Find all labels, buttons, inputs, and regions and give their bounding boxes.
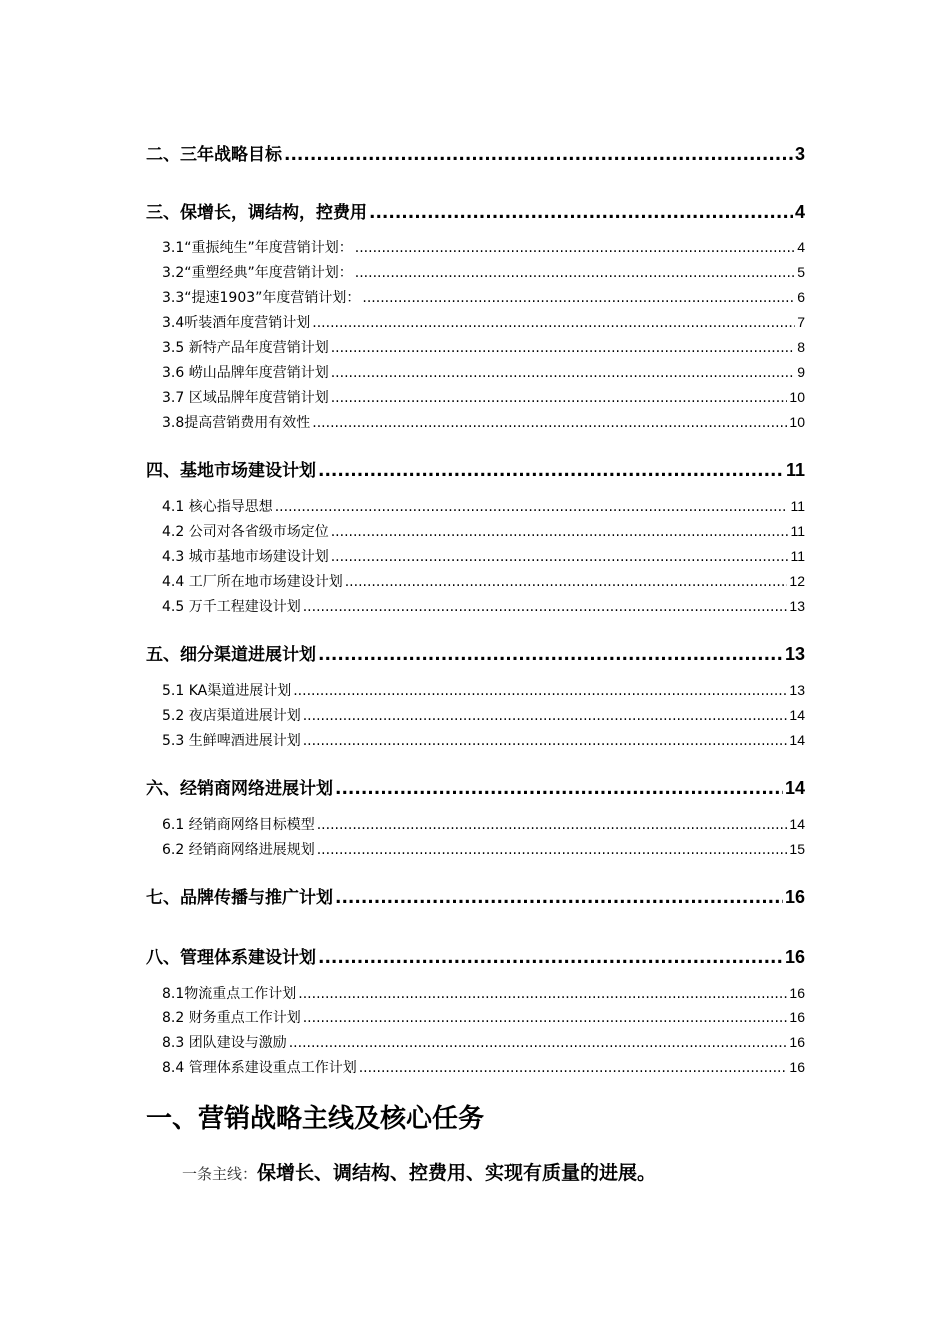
toc-entry-title: 3.1“重振纯生”年度营销计划： [162,240,353,256]
toc-entry-title: 八、管理体系建设计划 [146,948,316,968]
toc-entry-page: 10 [789,414,805,430]
toc-leader-dots [293,683,787,699]
toc-entry-title: 3.8提高营销费用有效性 [162,415,311,431]
toc-entry-title: 3.4听装酒年度营销计划 [162,315,311,331]
toc-leader-dots [318,948,783,968]
toc-entry[interactable] [146,983,805,1003]
toc-entry-page: 16 [784,887,805,907]
toc-leader-dots [303,708,788,724]
toc-entry-page: 12 [789,573,805,589]
toc-entry-page: 8 [797,339,805,355]
toc-leader-dots [345,574,788,590]
toc-leader-dots [312,415,787,431]
toc-leader-dots [317,842,788,858]
toc-entry-title: 二、三年战略目标 [146,145,282,165]
toc-entry[interactable] [146,1032,805,1052]
toc-entry-page: 10 [789,389,805,405]
toc-leader-dots [335,888,783,908]
toc-entry-page: 16 [789,985,805,1001]
toc-entry[interactable] [146,546,805,566]
toc-entry[interactable] [146,521,805,541]
toc-entry-title: 七、品牌传播与推广计划 [146,888,333,908]
toc-entry-title: 三、保增长，调结构，控费用 [146,203,367,223]
toc-entry-page: 6 [797,289,805,305]
toc-entry[interactable] [146,705,805,725]
toc-entry[interactable] [146,337,805,357]
toc-entry-page: 4 [794,202,805,222]
toc-entry[interactable] [146,730,805,750]
toc-entry-title: 3.2“重塑经典”年度营销计划： [162,265,353,281]
toc-entry-title: 8.3 团队建设与激励 [162,1035,287,1051]
toc-entry-page: 14 [789,707,805,723]
toc-leader-dots [355,240,795,256]
toc-leader-dots [275,499,789,515]
main-line-paragraph [182,1158,656,1185]
toc-entry[interactable] [146,496,805,516]
toc-entry-title: 5.1 KA渠道进展计划 [162,683,292,699]
toc-entry[interactable] [146,237,805,257]
toc-leader-dots [335,779,783,799]
toc-entry[interactable] [146,1057,805,1077]
toc-entry-title: 3.6 崂山品牌年度营销计划 [162,365,329,381]
toc-leader-dots [331,390,788,406]
toc-entry[interactable] [146,387,805,407]
toc-entry-title: 五、细分渠道进展计划 [146,645,316,665]
toc-entry-page: 14 [784,778,805,798]
toc-entry-page: 11 [785,460,805,480]
toc-entry-page: 13 [789,598,805,614]
toc-leader-dots [362,290,795,306]
toc-entry[interactable] [146,774,805,799]
toc-leader-dots [298,986,787,1002]
toc-entry-page: 16 [789,1034,805,1050]
toc-entry[interactable] [146,596,805,616]
toc-entry[interactable] [146,680,805,700]
toc-entry-title: 6.2 经销商网络进展规划 [162,842,315,858]
toc-leader-dots [303,1010,788,1026]
toc-entry-title: 5.2 夜店渠道进展计划 [162,708,301,724]
toc-entry[interactable] [146,943,805,968]
toc-entry[interactable] [146,1007,805,1027]
main-line-label: 一条主线： [182,1165,258,1183]
toc-entry-title: 4.2 公司对各省级市场定位 [162,524,329,540]
toc-entry[interactable] [146,839,805,859]
toc-entry[interactable] [146,456,805,481]
toc-entry-title: 5.3 生鲜啤酒进展计划 [162,733,301,749]
toc-leader-dots [284,145,793,165]
toc-entry-title: 4.3 城市基地市场建设计划 [162,549,329,565]
toc-entry[interactable] [146,362,805,382]
toc-entry-page: 11 [790,548,805,564]
toc-leader-dots [331,365,795,381]
toc-leader-dots [303,599,788,615]
toc-entry-title: 四、基地市场建设计划 [146,461,316,481]
toc-entry-title: 六、经销商网络进展计划 [146,779,333,799]
toc-entry-title: 8.4 管理体系建设重点工作计划 [162,1060,357,1076]
toc-entry-page: 16 [789,1059,805,1075]
toc-leader-dots [331,549,789,565]
toc-entry-title: 3.3“提速1903”年度营销计划： [162,290,361,306]
toc-entry-page: 16 [784,947,805,967]
toc-entry[interactable] [146,412,805,432]
toc-leader-dots [303,733,788,749]
toc-entry[interactable] [146,262,805,282]
toc-leader-dots [317,817,788,833]
toc-entry[interactable] [146,571,805,591]
toc-entry-page: 3 [794,144,805,164]
toc-entry-title: 8.1物流重点工作计划 [162,986,297,1002]
toc-leader-dots [318,461,784,481]
toc-entry-page: 13 [789,682,805,698]
toc-entry-title: 3.7 区域品牌年度营销计划 [162,390,329,406]
toc-leader-dots [355,265,795,281]
toc-entry-title: 8.2 财务重点工作计划 [162,1010,301,1026]
toc-entry[interactable] [146,312,805,332]
toc-entry-page: 11 [790,498,805,514]
toc-entry-title: 6.1 经销商网络目标模型 [162,817,315,833]
toc-entry[interactable] [146,814,805,834]
toc-entry-title: 4.1 核心指导思想 [162,499,273,515]
toc-entry-page: 14 [789,732,805,748]
toc-entry-title: 3.5 新特产品年度营销计划 [162,340,329,356]
toc-entry-page: 13 [784,644,805,664]
toc-entry-page: 5 [797,264,805,280]
toc-entry[interactable] [146,198,805,223]
toc-entry-page: 9 [797,364,805,380]
section-heading: 一、营销战略主线及核心任务 [146,1104,485,1134]
toc-entry-page: 16 [789,1009,805,1025]
toc-entry-page: 4 [797,239,805,255]
toc-entry-page: 15 [789,841,805,857]
toc-entry-page: 14 [789,816,805,832]
toc-leader-dots [359,1060,788,1076]
toc-entry-title: 4.5 万千工程建设计划 [162,599,301,615]
toc-leader-dots [312,315,795,331]
toc-entry-page: 7 [797,314,805,330]
toc-entry[interactable] [146,287,805,307]
toc-entry[interactable] [146,640,805,665]
toc-entry[interactable] [146,140,805,165]
toc-leader-dots [369,203,793,223]
toc-leader-dots [318,645,783,665]
toc-leader-dots [331,340,795,356]
toc-entry-title: 4.4 工厂所在地市场建设计划 [162,574,343,590]
main-line-text: 保增长、调结构、控费用、实现有质量的进展。 [257,1162,657,1184]
toc-entry-page: 11 [790,523,805,539]
toc-entry[interactable] [146,883,805,908]
toc-leader-dots [289,1035,788,1051]
toc-leader-dots [331,524,789,540]
